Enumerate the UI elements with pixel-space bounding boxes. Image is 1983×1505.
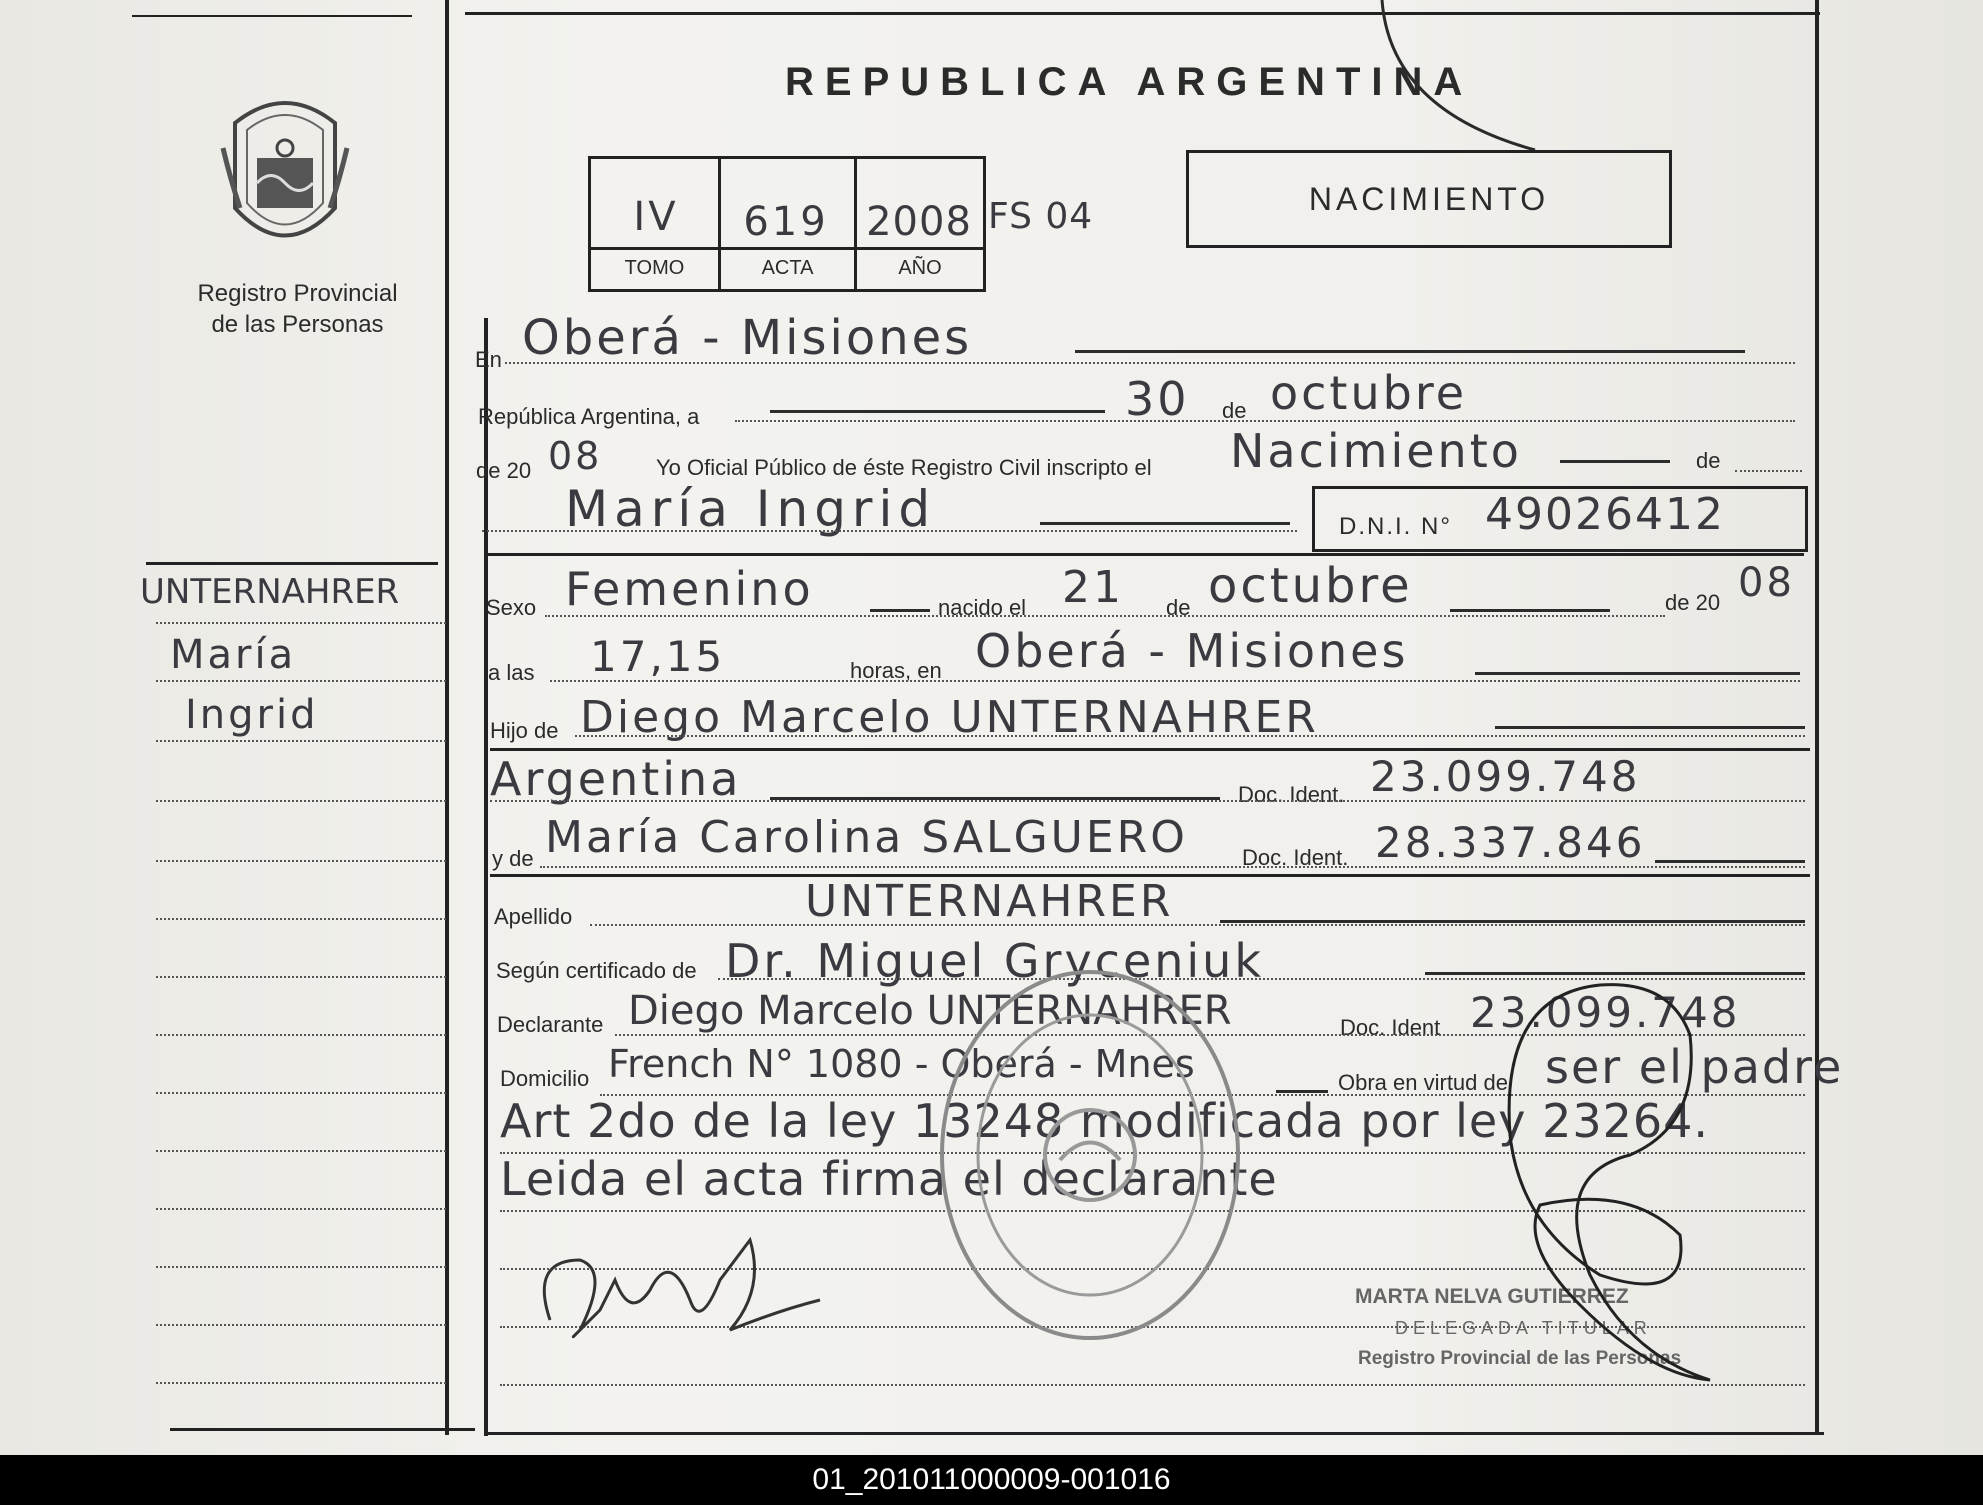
obra-label: Obra en virtud de — [1338, 1070, 1508, 1095]
margin-surname: UNTERNAHRER — [140, 572, 400, 612]
doc-ident-label-1: Doc. Ident. — [1238, 782, 1345, 807]
birth-year-suffix: 08 — [1738, 560, 1795, 606]
place-value: Oberá - Misiones — [522, 310, 973, 366]
birth-place: Oberá - Misiones — [975, 624, 1409, 678]
child-name: María Ingrid — [565, 480, 937, 538]
father-doc: 23.099.748 — [1370, 752, 1641, 801]
declarante-value: Diego Marcelo UNTERNAHRER — [628, 988, 1232, 1034]
father-nationality: Argentina — [490, 752, 742, 806]
org-line-1: Registro Provincial — [197, 280, 398, 307]
officer-title: DELEGADA TITULAR — [1395, 1318, 1652, 1338]
birth-month: octubre — [1208, 558, 1413, 614]
register-box — [588, 156, 986, 292]
domicilio-label: Domicilio — [500, 1066, 590, 1091]
mother-name: María Carolina SALGUERO — [545, 812, 1188, 863]
sexo-value: Femenino — [565, 562, 814, 616]
dni-value: 49026412 — [1485, 489, 1725, 540]
dni-box — [1312, 486, 1808, 552]
officer-signature — [1480, 975, 1720, 1400]
top-rule-right — [465, 12, 1820, 15]
line-en — [505, 362, 1795, 364]
margin-secondname: Ingrid — [185, 692, 319, 738]
apellido-value: UNTERNAHRER — [805, 876, 1174, 927]
file-id-caption: 01_201011000009-001016 — [0, 1455, 1983, 1505]
de-label-3: de — [1166, 595, 1191, 620]
father-name: Diego Marcelo UNTERNAHRER — [580, 692, 1319, 743]
inner-left-border — [484, 318, 488, 1436]
province-seal — [215, 88, 355, 258]
anio-value: 2008 — [866, 199, 972, 245]
rep-label: República Argentina, a — [478, 404, 700, 429]
birth-day: 21 — [1062, 562, 1124, 613]
country-title: REPUBLICA ARGENTINA — [785, 60, 1474, 104]
apellido-label: Apellido — [494, 904, 573, 929]
sexo-label: Sexo — [486, 595, 537, 620]
dni-label: D.N.I. N° — [1339, 513, 1452, 540]
declarant-signature — [520, 1220, 850, 1365]
year-prefix: de 20 — [476, 458, 532, 483]
round-stamp — [935, 965, 1245, 1345]
record-type-box — [1186, 150, 1672, 248]
officer-org: Registro Provincial de las Personas — [1358, 1348, 1682, 1369]
yde-label: y de — [492, 846, 534, 871]
doc-ident-label-2: Doc. Ident. — [1242, 845, 1349, 870]
year-suffix: 08 — [548, 434, 603, 478]
obra-value: ser el padre — [1545, 1040, 1844, 1094]
de20-label: de 20 — [1665, 590, 1721, 615]
bottom-rule — [484, 1432, 1824, 1435]
de-label: de — [1222, 398, 1247, 423]
segun-label: Según certificado de — [496, 958, 697, 983]
event-value: Nacimiento — [1230, 424, 1522, 478]
domicilio-value: French N° 1080 - Oberá - Mnes — [608, 1042, 1195, 1086]
day-value: 30 — [1125, 372, 1190, 426]
doctor-value: Dr. Miguel Gryceniuk — [725, 934, 1264, 988]
officer-name: MARTA NELVA GUTIERREZ — [1355, 1285, 1629, 1308]
nacido-label: nacido el — [938, 595, 1027, 620]
note-line-2: Leida el acta firma el declarante — [500, 1152, 1278, 1206]
top-rule-left — [132, 15, 412, 17]
mother-doc: 28.337.846 — [1375, 818, 1646, 867]
alas-label: a las — [488, 660, 535, 685]
doc-ident-label-3: Doc. Ident — [1340, 1015, 1441, 1040]
panel-divider — [445, 0, 449, 1435]
horas-label: horas, en — [850, 658, 942, 683]
declarante-label: Declarante — [497, 1012, 604, 1037]
margin-firstname: María — [170, 632, 297, 678]
record-type: NACIMIENTO — [1308, 181, 1550, 217]
de-label-2: de — [1696, 448, 1721, 473]
en-label: En — [475, 347, 502, 372]
hijo-label: Hijo de — [490, 718, 559, 743]
margin-rule — [146, 562, 438, 565]
declarante-doc: 23.099.748 — [1470, 988, 1741, 1037]
month-value: octubre — [1270, 366, 1468, 420]
folio-note: FS 04 — [988, 196, 1094, 237]
time-value: 17,15 — [590, 632, 726, 681]
anio-label: AÑO — [898, 257, 942, 279]
note-line-1: Art 2do de la ley 13248 modificada por ley 23264. — [500, 1094, 1710, 1148]
tomo-value: IV — [633, 194, 679, 240]
tomo-label: TOMO — [624, 257, 685, 279]
acta-label: ACTA — [761, 257, 814, 279]
right-border — [1815, 0, 1819, 1435]
oficial-text: Yo Oficial Público de éste Registro Civil inscripto el — [656, 455, 1152, 480]
org-line-2: de las Personas — [211, 311, 384, 338]
acta-value: 619 — [743, 199, 829, 245]
